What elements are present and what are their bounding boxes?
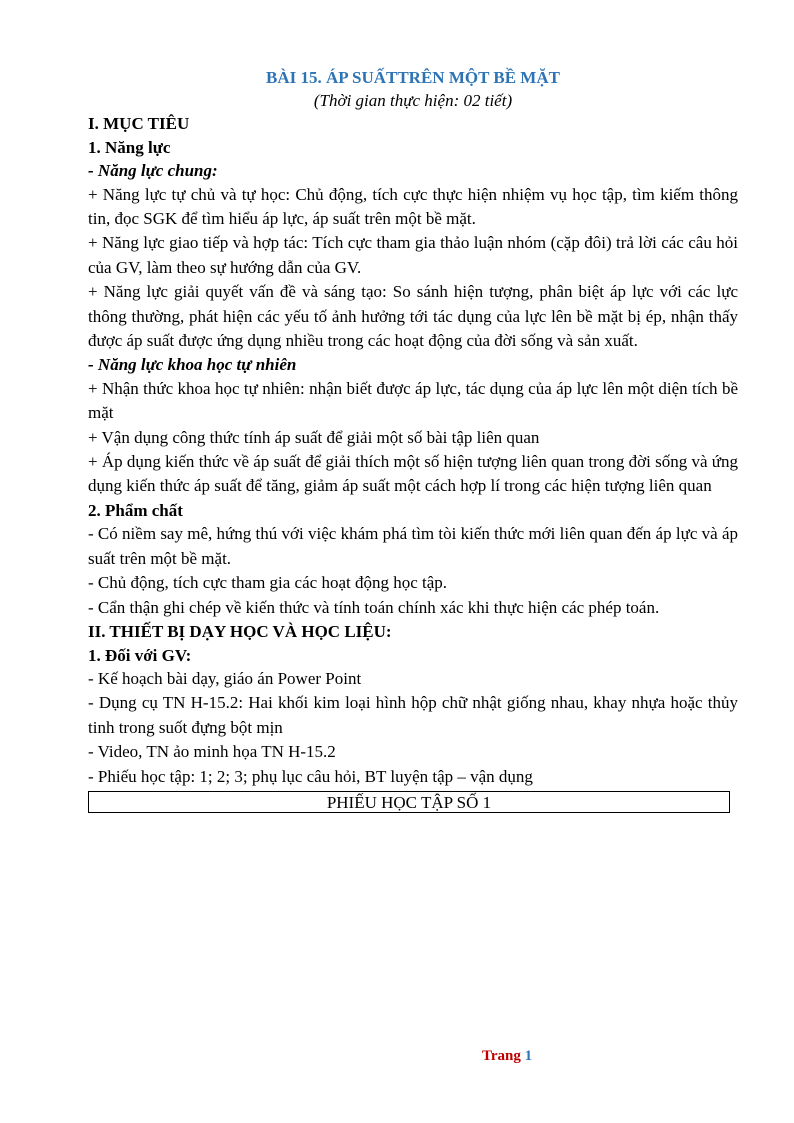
lesson-title: BÀI 15. ÁP SUẤTTRÊN MỘT BỀ MẶT [266, 68, 560, 87]
page-number-value: 1 [524, 1048, 533, 1064]
page-number [482, 1048, 532, 1065]
section-equipment-heading: II. THIẾT BỊ DẠY HỌC VÀ HỌC LIỆU: [88, 622, 392, 641]
paragraph: - Cẩn thận ghi chép về kiến thức và tính toán chính xác khi thực hiện các phép toán. [88, 597, 660, 617]
paragraph: - Chủ động, tích cực tham gia các hoạt động học tập. [88, 573, 448, 593]
lesson-duration: (Thời gian thực hiện: 02 tiết) [313, 91, 513, 110]
competence-heading: 1. Năng lực [88, 137, 171, 157]
paragraph: - Có niềm say mê, hứng thú với việc khám phá tìm tòi kiến thức mới liên quan đến áp lực và áp suất trên một bề mặt. [88, 524, 738, 568]
page-word: Trang [482, 1048, 521, 1064]
paragraph: + Năng lực giải quyết vấn đề và sáng tạo: So sánh hiện tượng, phân biệt áp lực với các lực thông thường, phát hiện các yếu tố ảnh hưởng tới tác dụng của lực lên bề mặt bị ép, nhận thấy được áp suất được ứng dụng nhiều trong các hoạt động của đời sống và sản xuất. [88, 282, 738, 350]
paragraph: + Năng lực giao tiếp và hợp tác: Tích cực tham gia thảo luận nhóm (cặp đôi) trả lời các câu hỏi của GV, làm theo sự hướng dẫn của GV. [88, 233, 738, 277]
document-page [88, 66, 738, 813]
paragraph: + Vận dụng công thức tính áp suất để giải một số bài tập liên quan [88, 427, 540, 447]
paragraph: - Dụng cụ TN H-15.2: Hai khối kim loại hình hộp chữ nhật giống nhau, khay nhựa hoặc thủy tinh trong suốt đựng bột mịn [88, 693, 738, 737]
paragraph: + Áp dụng kiến thức về áp suất để giải thích một số hiện tượng liên quan trong đời sống và ứng dụng kiến thức áp suất để tăng, giảm áp suất một cách hợp lí trong các hiện tượng liên quan [88, 452, 738, 496]
general-competence-heading: - Năng lực chung: [88, 161, 218, 180]
quality-heading: 2. Phẩm chất [88, 500, 183, 520]
paragraph: + Năng lực tự chủ và tự học: Chủ động, tích cực thực hiện nhiệm vụ học tập, tìm kiếm thông tin, đọc SGK để tìm hiểu áp lực, áp suất trên một bề mặt. [88, 184, 738, 228]
worksheet-1-header: PHIẾU HỌC TẬP SỐ 1 [88, 791, 730, 813]
section-objectives-heading: I. MỤC TIÊU [88, 114, 190, 133]
science-competence-heading: - Năng lực khoa học tự nhiên [88, 355, 297, 375]
paragraph: - Kế hoạch bài dạy, giáo án Power Point [88, 669, 362, 688]
paragraph: - Video, TN ảo minh họa TN H-15.2 [88, 742, 336, 762]
paragraph: + Nhận thức khoa học tự nhiên: nhận biết được áp lực, tác dụng của áp lực lên một diện tích bề mặt [88, 378, 738, 423]
paragraph: - Phiếu học tập: 1; 2; 3; phụ lục câu hỏi, BT luyện tập – vận dụng [88, 766, 533, 786]
teacher-heading: 1. Đối với GV: [88, 645, 192, 665]
